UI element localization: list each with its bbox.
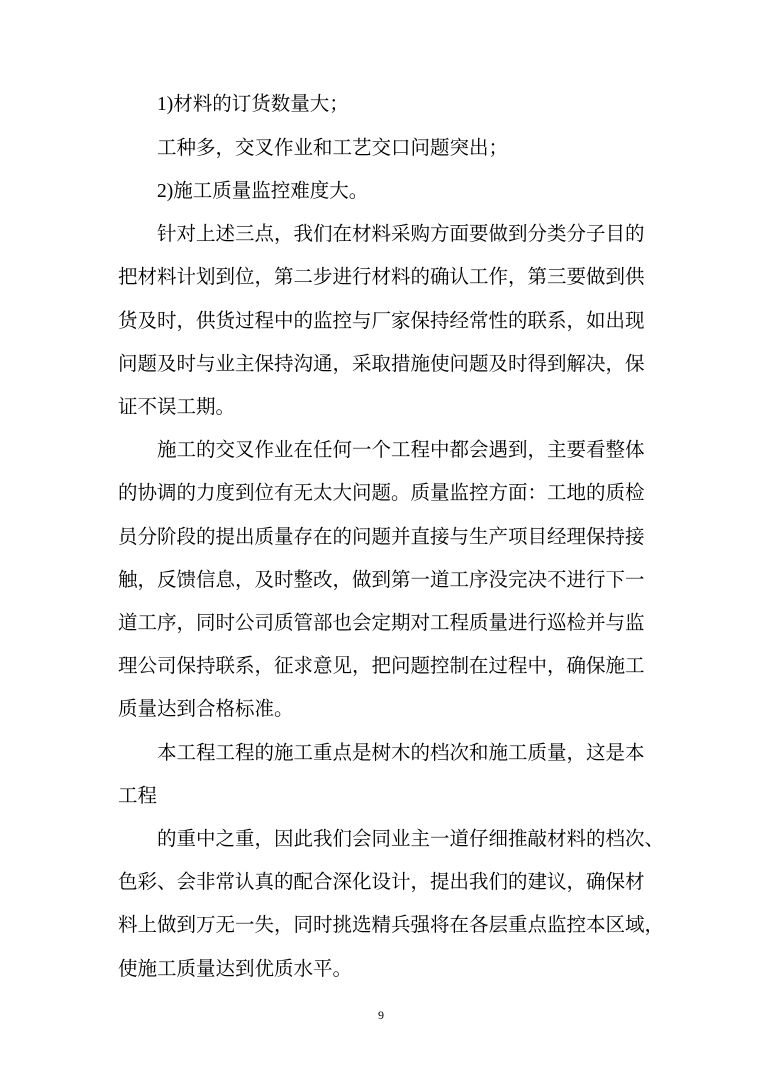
text-line: 工程	[118, 786, 158, 807]
text-line: 质量达到合格标准。	[118, 699, 294, 720]
text-line: 证不误工期。	[118, 397, 236, 418]
text-line: 货及时，供货过程中的监控与厂家保持经常性的联系，如出现	[118, 311, 645, 332]
text-line: 把材料计划到位，第二步进行材料的确认工作，第三要做到供	[118, 267, 645, 288]
text-line: 料上做到万无一失，同时挑选精兵强将在各层重点监控本区域，	[118, 915, 665, 936]
text-line: 的协调的力度到位有无太大问题。质量监控方面：工地的质检	[118, 483, 645, 504]
text-line: 针对上述三点，我们在材料采购方面要做到分类分子目的	[157, 224, 645, 245]
text-line: 使施工质量达到优质水平。	[118, 959, 353, 980]
text-line: 工种多，交叉作业和工艺交口问题突出；	[157, 138, 509, 159]
text-line: 触，反馈信息，及时整改，做到第一道工序没完决不进行下一	[118, 570, 645, 591]
text-line: 问题及时与业主保持沟通，采取措施使问题及时得到解决，保	[118, 354, 645, 375]
text-line: 1)材料的订货数量大；	[157, 94, 349, 115]
text-line: 员分阶段的提出质量存在的问题并直接与生产项目经理保持接	[118, 527, 645, 548]
page-number: 9	[378, 1008, 384, 1022]
text-line: 2)施工质量监控难度大。	[157, 181, 369, 202]
text-line: 的重中之重，因此我们会同业主一道仔细推敲材料的档次、	[157, 829, 665, 850]
text-line: 理公司保持联系，征求意见，把问题控制在过程中，确保施工	[118, 656, 645, 677]
text-line: 道工序，同时公司质管部也会定期对工程质量进行巡检并与监	[118, 613, 645, 634]
text-line: 色彩、会非常认真的配合深化设计，提出我们的建议，确保材	[118, 872, 645, 893]
text-line: 本工程工程的施工重点是树木的档次和施工质量，这是本	[157, 743, 645, 764]
text-line: 施工的交叉作业在任何一个工程中都会遇到，主要看整体	[157, 440, 645, 461]
